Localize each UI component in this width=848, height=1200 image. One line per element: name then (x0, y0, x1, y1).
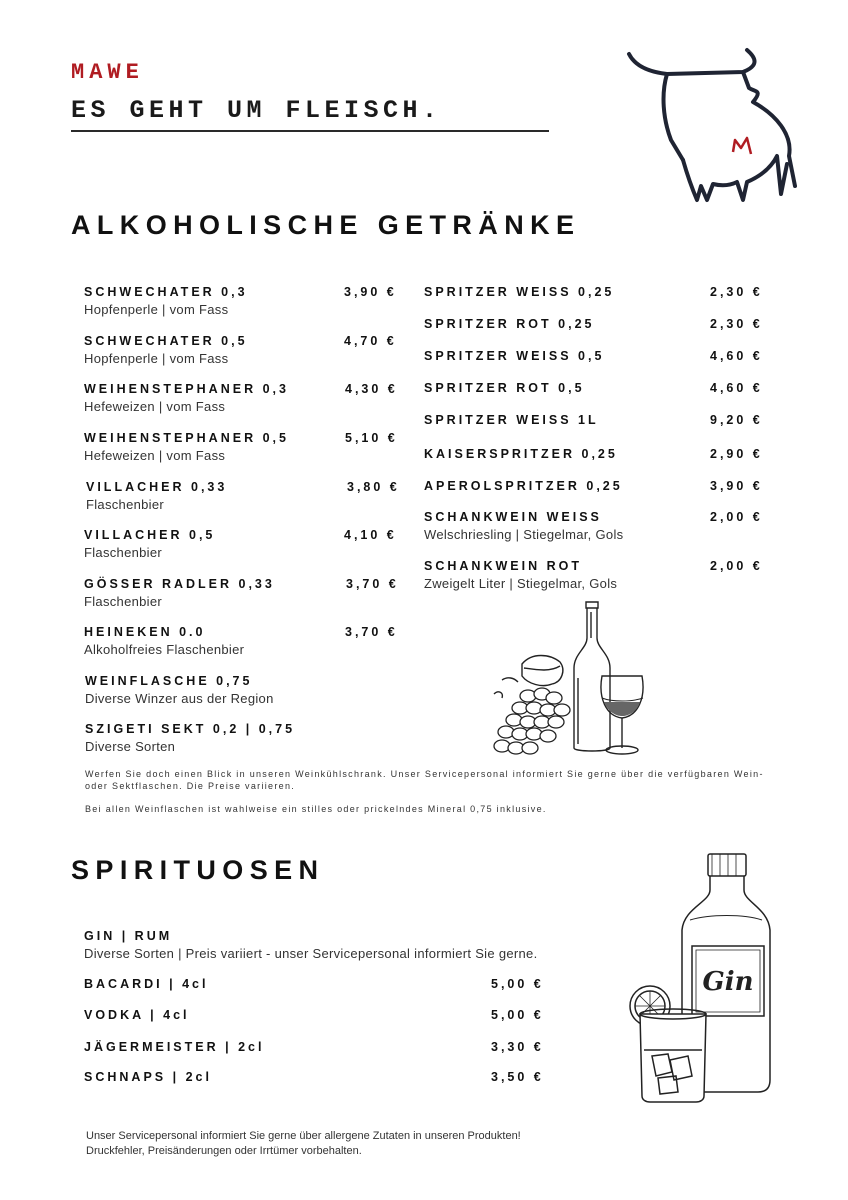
item-name: SPRITZER WEISS 0,25 (424, 285, 615, 299)
item-price: 3,50 € (491, 1070, 544, 1084)
item-name: WEINFLASCHE 0,75 (85, 674, 253, 688)
item-name: SCHWECHATER 0,5 (84, 334, 248, 348)
item-price: 4,60 € (710, 349, 763, 363)
header-divider (71, 130, 549, 132)
item-price: 3,30 € (491, 1040, 544, 1054)
item-name: VODKA | 4cl (84, 1008, 190, 1022)
item-name: SPRITZER ROT 0,25 (424, 317, 595, 331)
item-price: 2,30 € (710, 317, 763, 331)
item-name: APEROLSPRITZER 0,25 (424, 479, 623, 493)
item-name: WEIHENSTEPHANER 0,3 (84, 382, 289, 396)
item-description: Hopfenperle | vom Fass (84, 351, 229, 366)
item-name: GÖSSER RADLER 0,33 (84, 577, 275, 591)
item-description: Hefeweizen | vom Fass (84, 399, 226, 414)
item-price: 2,00 € (710, 510, 763, 524)
item-price: 3,80 € (347, 480, 400, 494)
item-description: Diverse Winzer aus der Region (85, 691, 274, 706)
gin-bottle-glass-illustration (620, 850, 775, 1105)
section-title-alcoholic: ALKOHOLISCHE GETRÄNKE (71, 210, 581, 240)
item-name: SCHANKWEIN ROT (424, 559, 582, 573)
item-name: VILLACHER 0,33 (86, 480, 228, 494)
gin-label-text: Gin (702, 967, 754, 997)
item-price: 4,10 € (344, 528, 397, 542)
item-name: SPRITZER WEISS 1L (424, 413, 599, 427)
item-price: 2,90 € (710, 447, 763, 461)
tagline: ES GEHT UM FLEISCH. (71, 96, 442, 125)
item-description: Diverse Sorten (85, 739, 176, 754)
item-name: SCHANKWEIN WEISS (424, 510, 602, 524)
item-name: BACARDI | 4cl (84, 977, 209, 991)
item-price: 4,70 € (344, 334, 397, 348)
item-name: HEINEKEN 0.0 (84, 625, 206, 639)
item-name: WEIHENSTEPHANER 0,5 (84, 431, 289, 445)
item-description: Hefeweizen | vom Fass (84, 448, 226, 463)
bull-head-icon (625, 44, 803, 209)
item-name: SCHWECHATER 0,3 (84, 285, 248, 299)
item-description: Welschriesling | Stiegelmar, Gols (424, 527, 624, 542)
item-price: 3,70 € (345, 625, 398, 639)
footer-allergen-note: Unser Servicepersonal informiert Sie gerne über allergene Zutaten in unseren Produkten! (86, 1130, 521, 1142)
item-description: Hopfenperle | vom Fass (84, 302, 229, 317)
item-description: Flaschenbier (84, 545, 163, 560)
item-name: SPRITZER WEISS 0,5 (424, 349, 605, 363)
item-name: JÄGERMEISTER | 2cl (84, 1040, 265, 1054)
item-price: 5,00 € (491, 1008, 544, 1022)
item-name: GIN | RUM (84, 929, 173, 943)
item-description: Flaschenbier (86, 497, 165, 512)
item-name: SPRITZER ROT 0,5 (424, 381, 585, 395)
item-name: SZIGETI SEKT 0,2 | 0,75 (85, 722, 296, 736)
item-name: KAISERSPRITZER 0,25 (424, 447, 618, 461)
item-price: 3,90 € (710, 479, 763, 493)
item-price: 3,90 € (344, 285, 397, 299)
item-description: Alkoholfreies Flaschenbier (84, 642, 245, 657)
brand-name: MAWE (71, 60, 144, 85)
item-description: Zweigelt Liter | Stiegelmar, Gols (424, 576, 618, 591)
item-price: 4,60 € (710, 381, 763, 395)
item-price: 5,00 € (491, 977, 544, 991)
item-description: Diverse Sorten | Preis variiert - unser Servicepersonal informiert Sie gerne. (84, 946, 538, 961)
wine-fridge-note: Werfen Sie doch einen Blick in unseren Weinkühlschrank. Unser Servicepersonal informiert Sie gerne über die verfügbaren Wein- oder Sektflaschen. Die Preise variieren. (85, 769, 764, 791)
wine-bottle-grapes-illustration (488, 598, 666, 760)
item-price: 5,10 € (345, 431, 398, 445)
item-price: 3,70 € (346, 577, 399, 591)
section-title-spirits: SPIRITUOSEN (71, 855, 325, 885)
item-price: 9,20 € (710, 413, 763, 427)
footer-errors-note: Druckfehler, Preisänderungen oder Irrtümer vorbehalten. (86, 1145, 362, 1157)
footer-disclaimer (86, 1129, 521, 1159)
item-price: 2,30 € (710, 285, 763, 299)
item-description: Flaschenbier (84, 594, 163, 609)
mineral-note: Bei allen Weinflaschen ist wahlweise ein stilles oder prickelndes Mineral 0,75 inklusive. (85, 804, 547, 814)
item-price: 2,00 € (710, 559, 763, 573)
item-price: 4,30 € (345, 382, 398, 396)
item-name: SCHNAPS | 2cl (84, 1070, 212, 1084)
item-name: VILLACHER 0,5 (84, 528, 216, 542)
